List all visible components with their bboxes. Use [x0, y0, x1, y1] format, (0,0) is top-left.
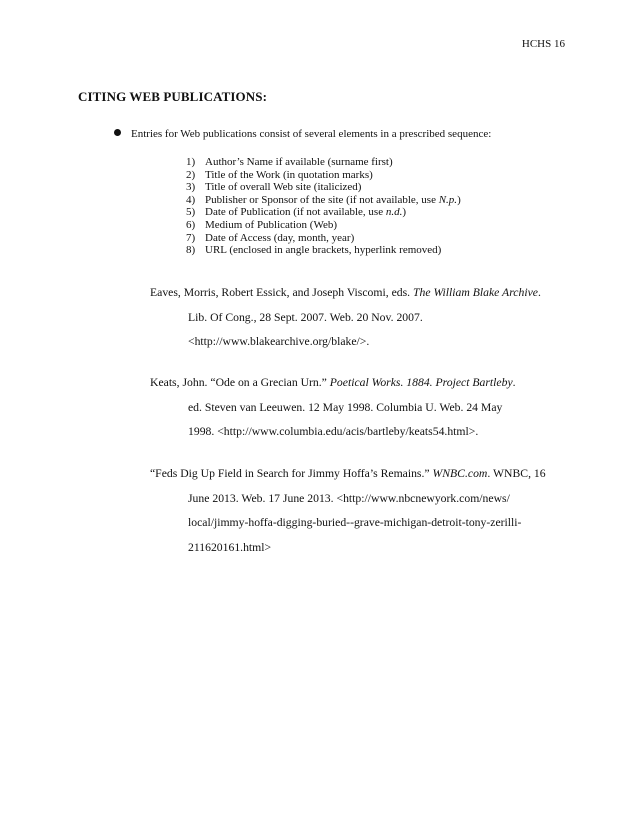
page-number: HCHS 16 — [521, 38, 565, 50]
bullet-dot-icon — [114, 129, 121, 136]
list-item: 7) Date of Access (day, month, year) — [186, 231, 355, 244]
bullet-item — [114, 128, 491, 140]
bullet-text: Entries for Web publications consist of several elements in a prescribed sequence: — [131, 128, 492, 140]
section-heading: CITING WEB PUBLICATIONS: — [78, 89, 268, 104]
list-item: 5) Date of Publication (if not available, use n.d.) — [186, 206, 407, 219]
list-item: 4) Publisher or Sponsor of the site (if not available, use N.p.) — [186, 193, 461, 206]
list-item: 1) Author’s Name if available (surname first) — [186, 156, 393, 168]
list-item: 6) Medium of Publication (Web) — [186, 218, 338, 231]
citation-blake-archive: Eaves, Morris, Robert Essick, and Joseph Viscomi, eds. The William Blake Archive. Lib. Of Cong., 28 Sept. 2007. Web. 20 Nov. 2007. <http://www.blakearchive.org/blake/>. — [150, 286, 541, 348]
citation-keats: Keats, John. “Ode on a Grecian Urn.” Poetical Works. 1884. Project Bartleby. ed. Steven van Leeuwen. 12 May 1998. Columbia U. Web. 24 May 1998. <http://www.columbia.edu/acis/bartleby/keats54.html>. — [150, 376, 516, 438]
citation-wnbc: “Feds Dig Up Field in Search for Jimmy Hoffa’s Remains.” WNBC.com. WNBC, 16 June 2013. Web. 17 June 2013. <http://www.nbcnewyork.com/news/ local/jimmy-hoffa-digging-buried--grave-michigan-detroit-tony-zerilli- 211620161.html> — [150, 467, 546, 554]
list-item: 3) Title of overall Web site (italicized) — [186, 181, 362, 194]
list-item: 8) URL (enclosed in angle brackets, hyperlink removed) — [186, 244, 442, 257]
list-item: 2) Title of the Work (in quotation marks) — [186, 168, 373, 181]
element-list — [186, 156, 461, 257]
